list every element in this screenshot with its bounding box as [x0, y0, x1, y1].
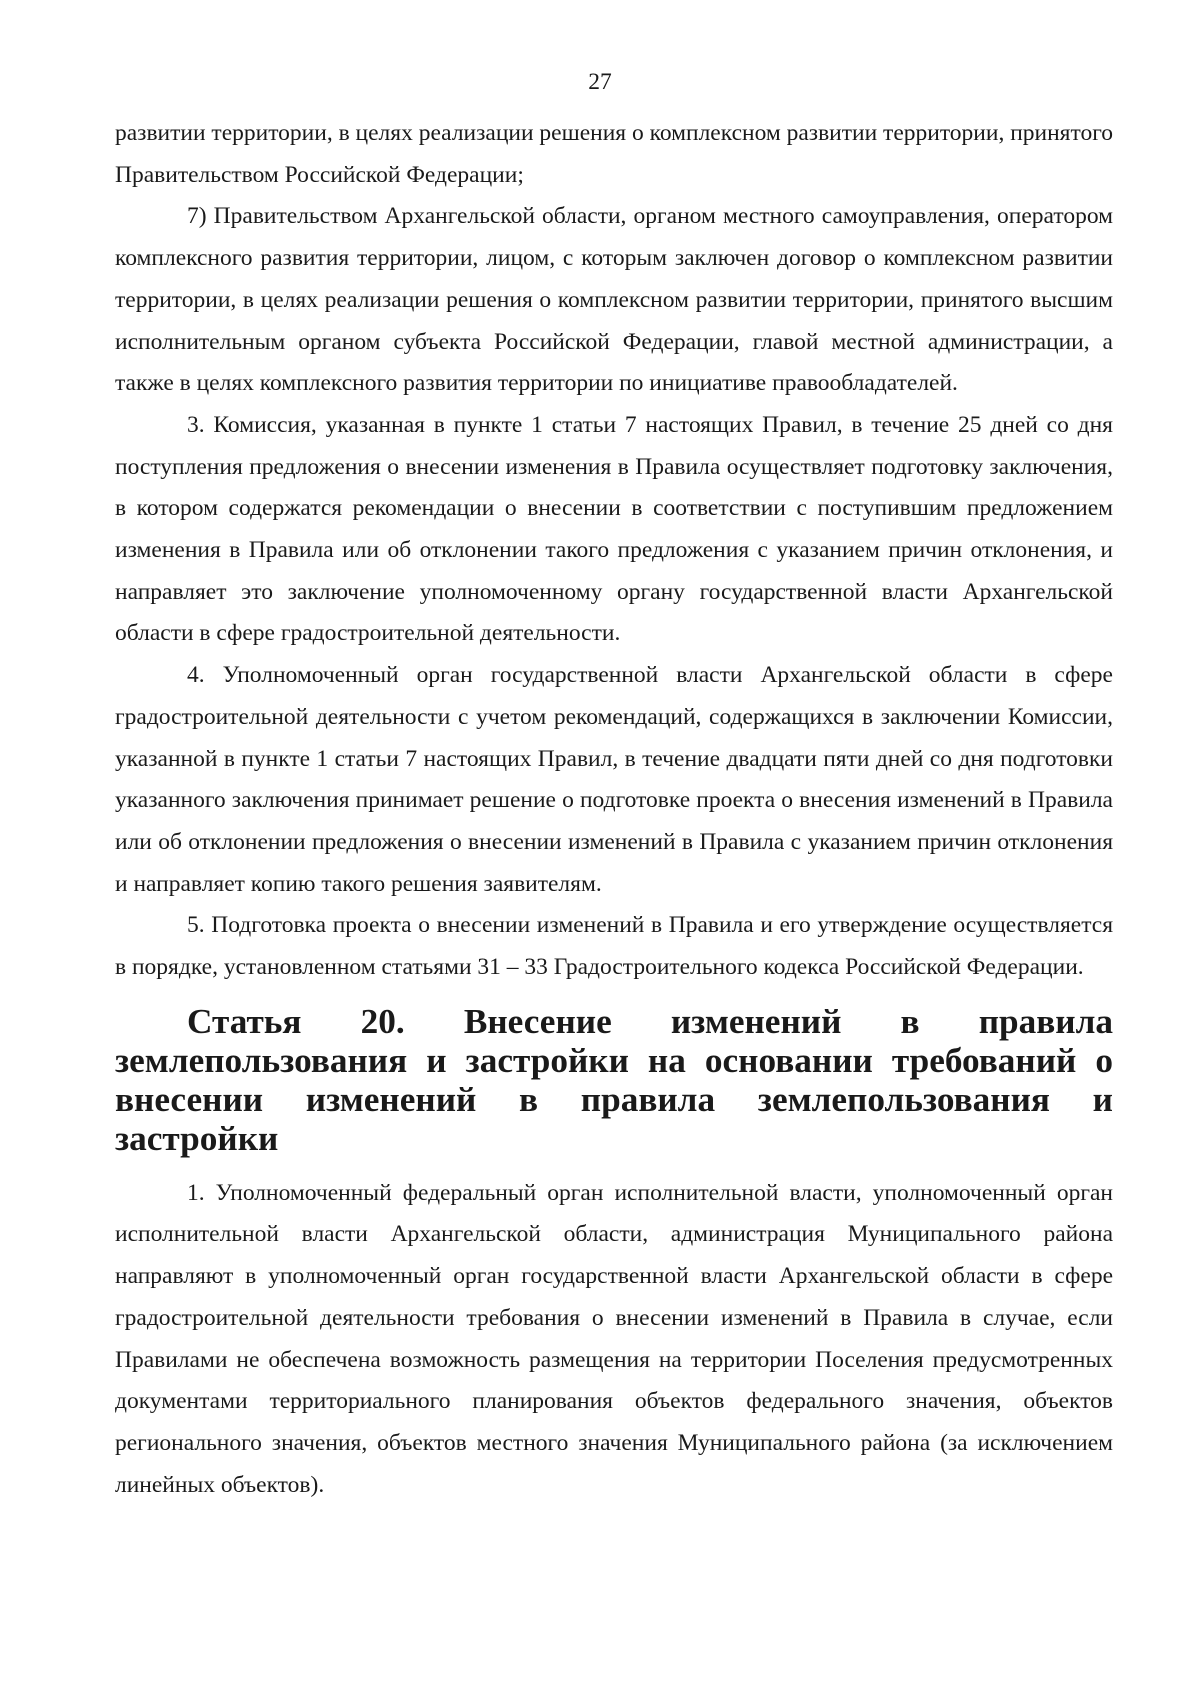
paragraph-point-3: 3. Комиссия, указанная в пункте 1 статьи 7 настоящих Правил, в течение 25 дней со дня поступления предложения о внесении изменения в Правила осуществляет подготовку заключения, в котором содержатся рекомендации о внесении в соответствии с поступившим предложением изменения в Правила или об отклонении такого предложения с указанием причин отклонения, и направляет это заключение уполномоченному органу государственной власти Архангельской области в сфере градостроительной деятельности. — [115, 411, 1113, 647]
paragraph-item-7: 7) Правительством Архангельской области, органом местного самоуправления, оператором комплексного развития территории, лицом, с которым заключен договор о комплексном развитии территории, в целях реализации решения о комплексном развитии территории, принятого высшим исполнительным органом субъекта Российской Федерации, главой местной администрации, а также в целях комплексного развития территории по инициативе правообладателей. — [115, 203, 1113, 397]
document-body — [115, 113, 1113, 1506]
page-number: 27 — [588, 69, 612, 95]
article-20-paragraph-1: 1. Уполномоченный федеральный орган исполнительной власти, уполномоченный орган исполнительной власти Архангельской области, администрация Муниципального района направляют в уполномоченный орган государственной власти Архангельской области в сфере градостроительной деятельности требования о внесении изменений в Правила в случае, если Правилами не обеспечена возможность размещения на территории Поселения предусмотренных документами территориального планирования объектов федерального значения, объектов регионального значения, объектов местного значения Муниципального района (за исключением линейных объектов). — [115, 1179, 1113, 1498]
article-20-heading: Статья 20. Внесение изменений в правила землепользования и застройки на основании требований о внесении изменений в правила землепользования и застройки — [115, 1001, 1113, 1158]
paragraph-point-5: 5. Подготовка проекта о внесении изменений в Правила и его утверждение осуществляется в порядке, установленном статьями 31 – 33 Градостроительного кодекса Российской Федерации. — [115, 912, 1113, 981]
paragraph-continuation: развитии территории, в целях реализации решения о комплексном развитии территории, принятого Правительством Российской Федерации; — [115, 120, 1113, 188]
paragraph-point-4: 4. Уполномоченный орган государственной власти Архангельской области в сфере градостроительной деятельности с учетом рекомендаций, содержащихся в заключении Комиссии, указанной в пункте 1 статьи 7 настоящих Правил, в течение двадцати пяти дней со дня подготовки указанного заключения принимает решение о подготовке проекта о внесения изменений в Правила или об отклонении предложения о внесении изменений в Правила с указанием причин отклонения и направляет копию такого решения заявителям. — [115, 662, 1113, 897]
